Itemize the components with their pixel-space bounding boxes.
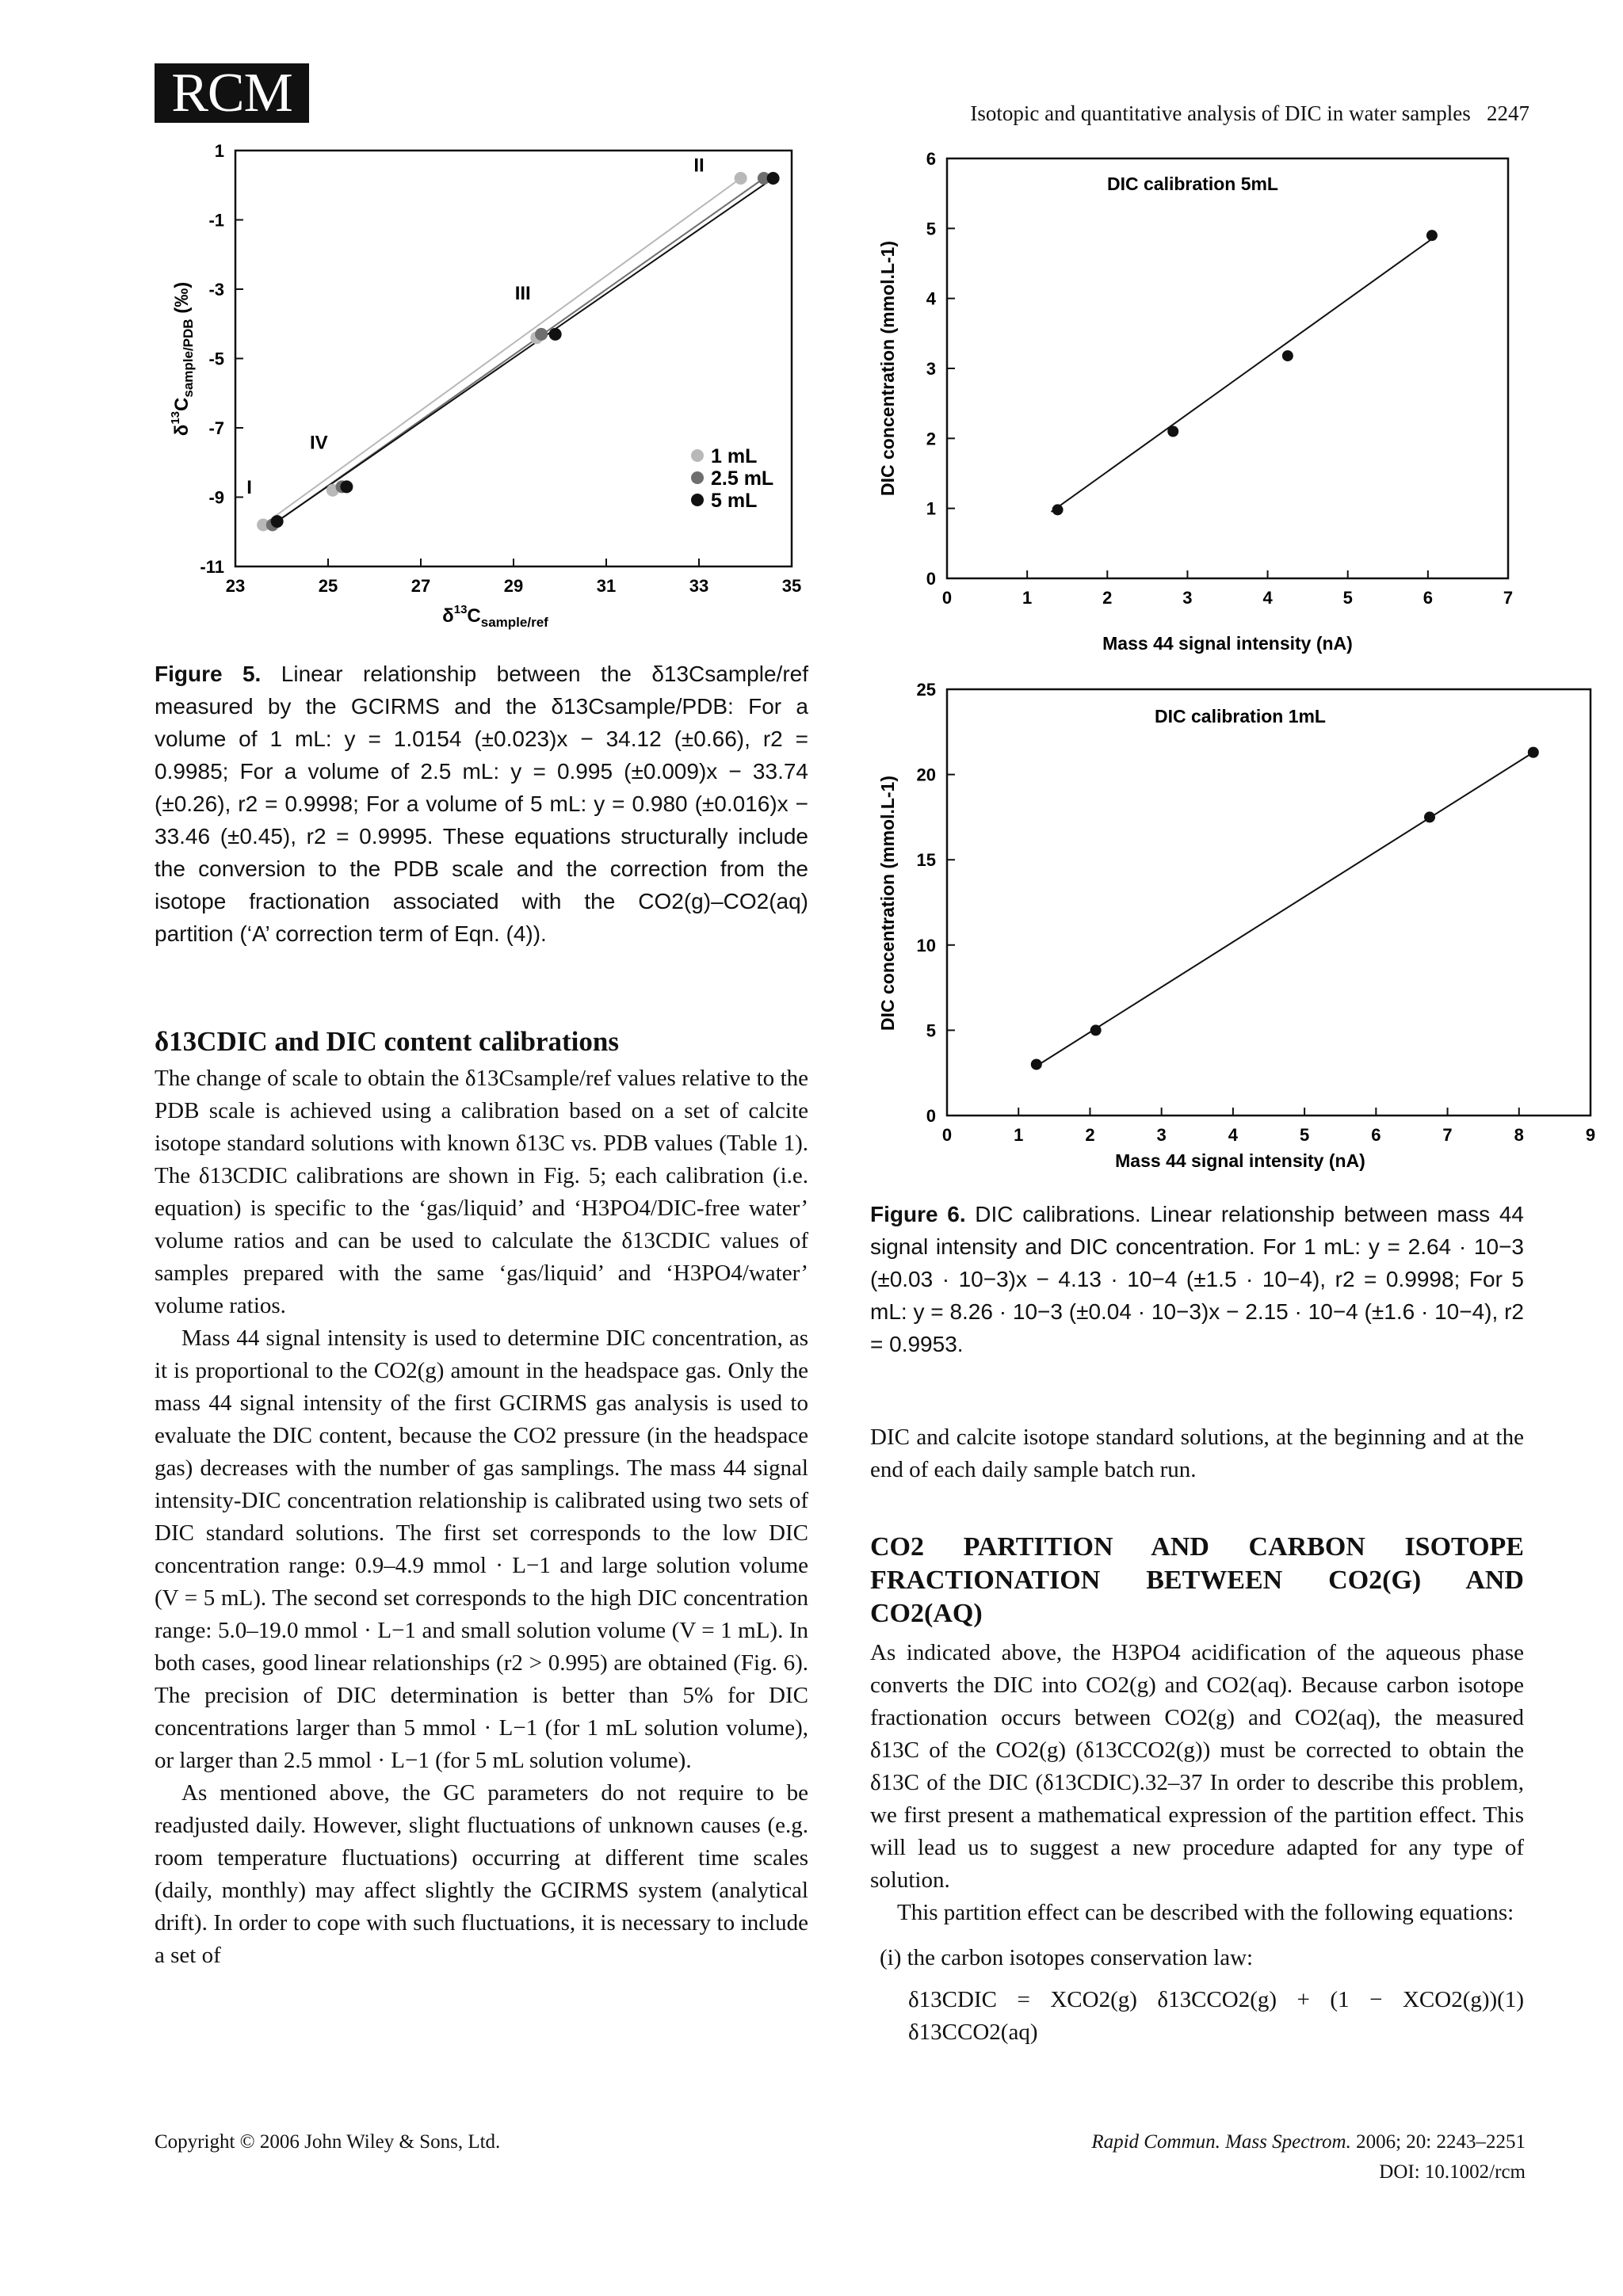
journal-logo: RCM bbox=[155, 63, 309, 123]
data-point bbox=[735, 172, 747, 185]
figure-6-label: Figure 6. bbox=[870, 1202, 966, 1226]
x-tick-label: 27 bbox=[411, 576, 431, 596]
page-number: 2247 bbox=[1487, 101, 1529, 125]
regression-line bbox=[1037, 753, 1533, 1066]
y-tick-label: 6 bbox=[926, 149, 936, 169]
point-group-label: II bbox=[693, 154, 705, 177]
running-header bbox=[816, 101, 1529, 126]
data-point bbox=[1528, 747, 1539, 758]
equation-1-number: (1) bbox=[1497, 1987, 1524, 2012]
copyright-notice: Copyright © 2006 John Wiley & Sons, Ltd. bbox=[155, 2131, 501, 2153]
data-point bbox=[767, 172, 780, 185]
figure-6-bottom-ylabel: DIC concentration (mmol.L-1) bbox=[877, 775, 898, 1032]
x-tick-label: 6 bbox=[1371, 1125, 1381, 1145]
point-group-label: I bbox=[246, 477, 252, 499]
point-group-label: III bbox=[514, 283, 531, 305]
y-tick-label: -11 bbox=[200, 557, 224, 577]
left-column bbox=[155, 1026, 808, 1972]
y-tick-label: 5 bbox=[926, 219, 936, 239]
data-point bbox=[1282, 350, 1293, 361]
figure-6-bottom-chart bbox=[868, 677, 1596, 1173]
legend-label: 1 mL bbox=[711, 445, 758, 467]
body-paragraph-4: As indicated above, the H3PO4 acidification of the aqueous phase converts the DIC into CO2(g) and CO2(aq). Because carbon isotope fractionation occurs between CO2(g) and CO2(aq), the measured δ13C of the CO2(g) (δ13CCO2(g)) must be corrected to obtain the δ13C of the DIC (δ13CDIC).32–37 In order to describe this problem, we first present a mathematical expression of the partition effect. This will lead us to suggest a new procedure adapted for any type of solution. bbox=[870, 1640, 1524, 1893]
body-paragraph-5: This partition effect can be described with the following equations: bbox=[897, 1900, 1514, 1925]
x-tick-label: 31 bbox=[596, 576, 617, 596]
x-tick-label: 35 bbox=[781, 576, 802, 596]
legend-label: 2.5 mL bbox=[711, 467, 774, 490]
figure-6-top-chart bbox=[868, 143, 1526, 666]
x-tick-label: 5 bbox=[1342, 588, 1353, 608]
x-tick-label: 8 bbox=[1514, 1125, 1524, 1145]
data-point bbox=[535, 328, 548, 341]
figure-5-ylabel: $\delta^{13}C_{sample/PDB}$ (‰) bbox=[169, 281, 196, 437]
y-tick-label: -3 bbox=[208, 280, 224, 299]
x-tick-label: 4 bbox=[1262, 588, 1273, 608]
legend-marker bbox=[691, 494, 704, 506]
point-group-label: IV bbox=[309, 432, 328, 454]
data-point bbox=[1052, 504, 1064, 515]
continuation-paragraph: DIC and calcite isotope standard solutions, at the beginning and at the end of each daily sample batch run. bbox=[870, 1425, 1524, 1482]
figure-6-bottom-title: DIC calibration 1mL bbox=[1155, 706, 1326, 727]
citation-volume: 2006; 20: 2243–2251 bbox=[1356, 2131, 1526, 2153]
legend-marker bbox=[691, 471, 704, 484]
y-tick-label: 15 bbox=[916, 850, 936, 871]
x-tick-label: 3 bbox=[1182, 588, 1193, 608]
y-tick-label: 25 bbox=[916, 680, 936, 700]
figure-5-label: Figure 5. bbox=[155, 662, 262, 686]
equation-1 bbox=[870, 1984, 1524, 2049]
y-tick-label: 20 bbox=[916, 765, 936, 785]
doi: DOI: 10.1002/rcm bbox=[1379, 2161, 1526, 2183]
figure-5-caption bbox=[155, 658, 808, 950]
data-point bbox=[1424, 811, 1435, 822]
y-tick-label: 1 bbox=[926, 498, 936, 519]
data-point bbox=[549, 328, 562, 341]
figure-5-chart bbox=[155, 139, 812, 634]
y-tick-label: 2 bbox=[926, 429, 936, 449]
x-tick-label: 7 bbox=[1442, 1125, 1453, 1145]
y-tick-label: -1 bbox=[208, 210, 224, 231]
x-tick-label: 9 bbox=[1585, 1125, 1596, 1145]
x-tick-label: 23 bbox=[225, 576, 246, 596]
x-tick-label: 25 bbox=[318, 576, 338, 596]
y-tick-label: -9 bbox=[208, 487, 224, 508]
x-tick-label: 1 bbox=[1014, 1125, 1024, 1145]
y-tick-label: -7 bbox=[208, 418, 224, 438]
figure-6-top-xlabel: Mass 44 signal intensity (nA) bbox=[1102, 633, 1353, 654]
figure-5-xlabel: $\delta^{13}C_{sample/ref}$ bbox=[442, 603, 548, 630]
data-point bbox=[271, 515, 284, 528]
y-tick-label: -5 bbox=[208, 349, 224, 369]
data-point bbox=[1031, 1058, 1042, 1070]
section-heading-partition: CO2 PARTITION AND CARBON ISOTOPE FRACTIONATION BETWEEN CO2(G) AND CO2(AQ) bbox=[870, 1532, 1524, 1628]
regression-line bbox=[1051, 239, 1431, 513]
x-tick-label: 2 bbox=[1085, 1125, 1095, 1145]
x-tick-label: 33 bbox=[689, 576, 709, 596]
data-point bbox=[1090, 1024, 1102, 1035]
figure-6-top-ylabel: DIC concentration (mmol.L-1) bbox=[877, 240, 898, 497]
y-tick-label: 4 bbox=[926, 288, 936, 309]
right-column bbox=[870, 1421, 1524, 2049]
body-paragraph-1: The change of scale to obtain the δ13Csample/ref values relative to the PDB scale is achieved using a calibration based on a set of calcite isotope standard solutions with known δ13C vs. PDB values (Table 1). The δ13CDIC calibrations are shown in Fig. 5; each calibration (i.e. equation) is specific to the ‘gas/liquid’ and ‘H3PO4/DIC-free water’ volume ratios and can be used to calculate the δ13CDIC values of samples prepared with the same ‘gas/liquid’ and ‘H3PO4/water’ volume ratios. bbox=[155, 1066, 808, 1318]
x-tick-label: 3 bbox=[1156, 1125, 1167, 1145]
journal-name: Rapid Commun. Mass Spectrom. bbox=[1091, 2131, 1351, 2153]
x-tick-label: 1 bbox=[1022, 588, 1033, 608]
regression-line bbox=[263, 178, 741, 525]
x-tick-label: 0 bbox=[941, 1125, 953, 1145]
running-title: Isotopic and quantitative analysis of DIC in water samples bbox=[970, 101, 1471, 125]
data-point bbox=[1426, 230, 1438, 241]
x-tick-label: 6 bbox=[1423, 588, 1433, 608]
x-tick-label: 2 bbox=[1102, 588, 1113, 608]
journal-citation bbox=[816, 2131, 1526, 2153]
y-tick-label: 0 bbox=[926, 569, 936, 589]
figure-5-caption-text: Linear relationship between the δ13Csample/ref measured by the GCIRMS and the δ13Csample/PDB: For a volume of 1 mL: y = 1.0154 (±0.023)x − 34.12 (±0.66), r2 = 0.9985; For a volume of 2.5 mL: y = 0.995 (±0.009)x − 33.74 (±0.26), r2 = 0.9998; For a volume of 5 mL: y = 0.980 (±0.016)x − 33.46 (±0.45), r2 = 0.9995. These equations structurally include the conversion to the PDB scale and the correction from the isotope fractionation associated with the CO2(g)–CO2(aq) partition (‘A’ correction term of Eqn. (4)). bbox=[155, 662, 808, 946]
y-tick-label: 0 bbox=[926, 1106, 936, 1126]
regression-line bbox=[277, 178, 773, 521]
y-tick-label: 3 bbox=[926, 359, 936, 379]
y-tick-label: 10 bbox=[916, 935, 936, 955]
figure-6-caption bbox=[870, 1198, 1524, 1360]
figure-6-top-title: DIC calibration 5mL bbox=[1107, 174, 1278, 194]
section-heading-calibrations: δ13CDIC and DIC content calibrations bbox=[155, 1026, 619, 1057]
equation-1-body: δ13CDIC = XCO2(g) δ13CCO2(g) + (1 − XCO2(g)) δ13CCO2(aq) bbox=[908, 1987, 1498, 2045]
x-tick-label: 7 bbox=[1503, 588, 1514, 608]
data-point bbox=[1167, 426, 1178, 437]
x-tick-label: 29 bbox=[503, 576, 524, 596]
figure-6-bottom-xlabel: Mass 44 signal intensity (nA) bbox=[1115, 1150, 1365, 1171]
data-point bbox=[340, 480, 353, 493]
x-tick-label: 4 bbox=[1228, 1125, 1239, 1145]
y-tick-label: 1 bbox=[214, 141, 224, 161]
x-tick-label: 5 bbox=[1299, 1125, 1310, 1145]
list-item-i: (i) the carbon isotopes conservation law: bbox=[880, 1945, 1254, 1970]
y-tick-label: 5 bbox=[926, 1020, 936, 1041]
figure-6-caption-text: DIC calibrations. Linear relationship between mass 44 signal intensity and DIC concentration. For 1 mL: y = 2.64 · 10−3 (±0.03 · 10−3)x − 4.13 · 10−4 (±1.5 · 10−4), r2 = 0.9998; For 5 mL: y = 8.26 · 10−3 (±0.04 · 10−3)x − 2.15 · 10−4 (±1.6 · 10−4), r2 = 0.9953. bbox=[870, 1202, 1524, 1356]
legend-label: 5 mL bbox=[711, 490, 758, 512]
x-tick-label: 0 bbox=[941, 588, 953, 608]
body-paragraph-3: As mentioned above, the GC parameters do not require to be readjusted daily. However, slight fluctuations of unknown causes (e.g. room temperature fluctuations) occurring at different time scales (daily, monthly) may affect slightly the GCIRMS system (analytical drift). In order to cope with such fluctuations, it is necessary to include a set of bbox=[155, 1780, 808, 1968]
body-paragraph-2: Mass 44 signal intensity is used to determine DIC concentration, as it is proportional to the CO2(g) amount in the headspace gas. Only the mass 44 signal intensity of the first GCIRMS gas analysis is used to evaluate the DIC content, because the CO2 pressure (in the headspace gas) decreases with the number of gas samplings. The mass 44 signal intensity-DIC concentration relationship is calibrated using two sets of DIC standard solutions. The first set corresponds to the low DIC concentration range: 0.9–4.9 mmol · L−1 and large solution volume (V = 5 mL). The second set corresponds to the high DIC concentration range: 5.0–19.0 mmol · L−1 and small solution volume (V = 1 mL). In both cases, good linear relationships (r2 > 0.995) are obtained (Fig. 6). The precision of DIC determination is better than 5% for DIC concentrations larger than 5 mmol · L−1 (for 1 mL solution volume), or larger than 2.5 mmol · L−1 (for 5 mL solution volume). bbox=[155, 1325, 808, 1773]
legend-marker bbox=[691, 449, 704, 462]
